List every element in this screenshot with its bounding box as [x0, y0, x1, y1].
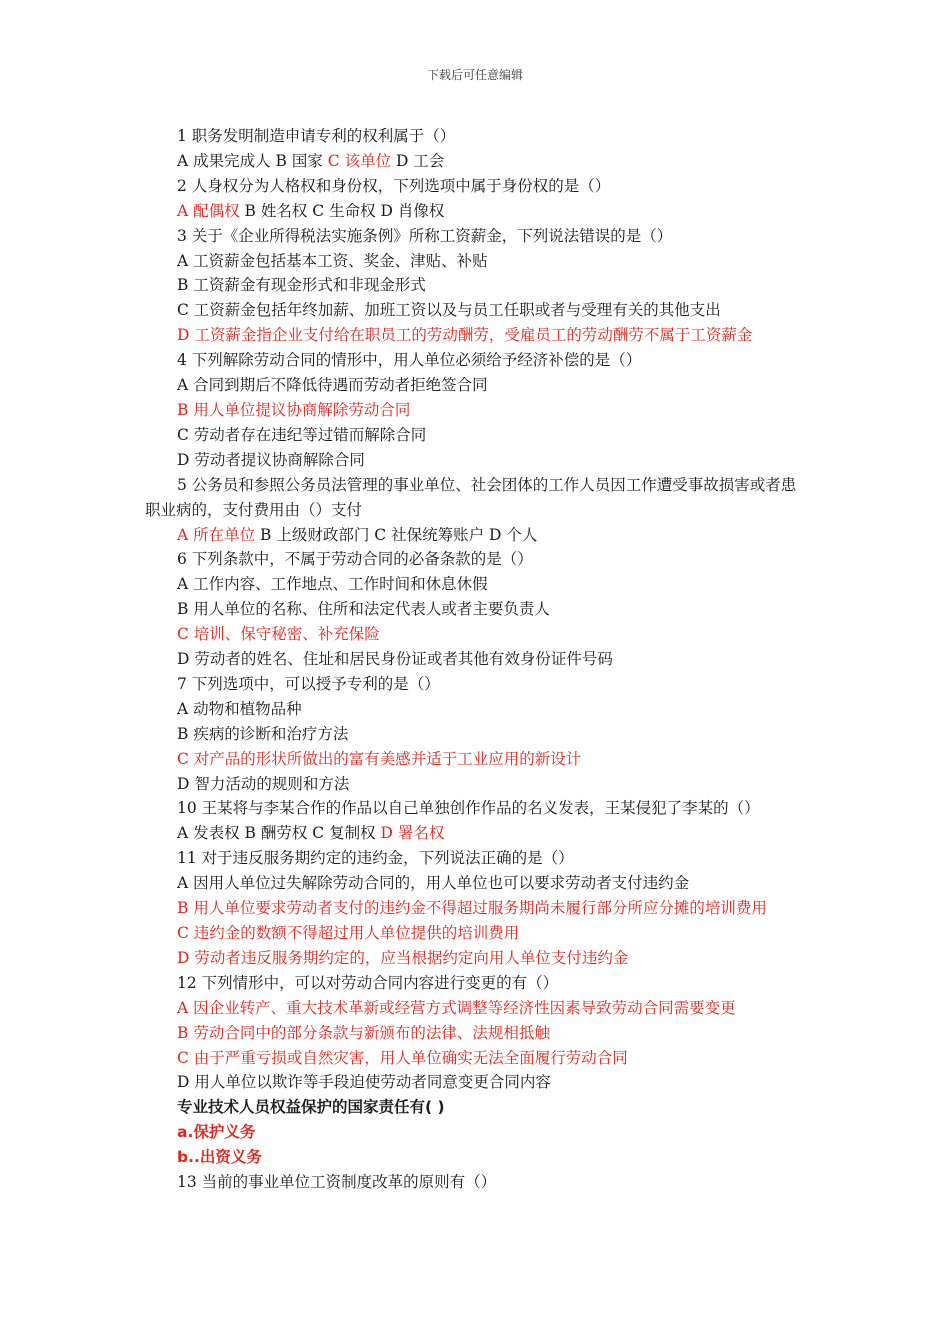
- line-text: B 用人单位的名称、住所和法定代表人或者主要负责人: [177, 600, 550, 619]
- text-line: [145, 373, 810, 398]
- text-line: [145, 1095, 810, 1120]
- line-text: A 因用人单位过失解除劳动合同的，用人单位也可以要求劳动者支付违约金: [177, 874, 690, 893]
- text-line: [145, 772, 810, 797]
- answer-text: A 因企业转产、重大技术革新或经营方式调整等经济性因素导致劳动合同需要变更: [177, 998, 736, 1017]
- line-text: 7 下列选项中，可以授予专利的是（）: [177, 674, 440, 693]
- line-text: D 劳动者提议协商解除合同: [177, 450, 365, 469]
- text-line: [145, 971, 810, 996]
- text-line: [145, 921, 810, 946]
- text-line: [145, 672, 810, 697]
- answer-text: B 用人单位提议协商解除劳动合同: [177, 400, 411, 419]
- text-line: [145, 871, 810, 896]
- line-text: D 智力活动的规则和方法: [177, 774, 350, 793]
- text-line: [145, 1120, 810, 1145]
- text-line: [145, 448, 810, 473]
- line-text: 1 职务发明制造申请专利的权利属于（）: [177, 127, 456, 145]
- line-text: 11 对于违反服务期约定的违约金，下列说法正确的是（）: [177, 849, 574, 868]
- line-text: C 工资薪金包括年终加薪、加班工资以及与员工任职或者与受理有关的其他支出: [177, 301, 721, 320]
- answer-text: C 由于严重亏损或自然灾害，用人单位确实无法全面履行劳动合同: [177, 1048, 628, 1067]
- text-line: [145, 224, 810, 249]
- text-line: [145, 423, 810, 448]
- text-line: [145, 1046, 810, 1071]
- line-text: D 工会: [391, 151, 445, 170]
- line-text: 2 人身权分为人格权和身份权，下列选项中属于身份权的是（）: [177, 176, 611, 195]
- answer-text: a.保护义务: [177, 1123, 256, 1142]
- text-line: [145, 298, 810, 323]
- answer-text: D 工资薪金指企业支付给在职员工的劳动酬劳，受雇员工的劳动酬劳不属于工资薪金: [177, 326, 753, 345]
- line-text: A 成果完成人 B 国家: [177, 151, 328, 170]
- answer-text: A 所在单位: [177, 525, 256, 544]
- text-line: [145, 273, 810, 298]
- line-text: D 劳动者的姓名、住址和居民身份证或者其他有效身份证件号码: [177, 650, 613, 669]
- line-text: 5 公务员和参照公务员法管理的事业单位、社会团体的工作人员因工作遭受事故损害或者患职业病的，支付费用由（）支付: [145, 475, 797, 519]
- text-line: [145, 523, 810, 548]
- text-line: [145, 1145, 810, 1170]
- answer-text: D 署名权: [380, 824, 445, 843]
- answer-text: B 用人单位要求劳动者支付的违约金不得超过服务期尚未履行部分所应分摊的培训费用: [177, 899, 767, 918]
- line-text: 10 王某将与李某合作的作品以自己单独创作作品的名义发表，王某侵犯了李某的（）: [177, 799, 760, 818]
- line-text: B 上级财政部门 C 社保统筹账户 D 个人: [255, 525, 538, 544]
- answer-text: C 违约金的数额不得超过用人单位提供的培训费用: [177, 924, 520, 942]
- text-line: [145, 398, 810, 423]
- answer-text: D 劳动者违反服务期约定的，应当根据约定向用人单位支付违约金: [177, 948, 629, 967]
- answer-text: B 劳动合同中的部分条款与新颁布的法律、法规相抵触: [177, 1023, 550, 1042]
- text-line: [145, 996, 810, 1021]
- text-line: [145, 1070, 810, 1095]
- text-line: [145, 149, 810, 174]
- line-text: C 劳动者存在违纪等过错而解除合同: [177, 425, 427, 444]
- line-text: A 动物和植物品种: [177, 699, 302, 718]
- text-line: [145, 697, 810, 722]
- line-text: 13 当前的事业单位工资制度改革的原则有（）: [177, 1173, 497, 1192]
- answer-text: A 配偶权: [177, 201, 240, 220]
- text-line: [145, 1021, 810, 1046]
- text-line: [145, 647, 810, 672]
- line-text: A 发表权 B 酬劳权 C 复制权: [177, 824, 381, 843]
- line-text: A 工作内容、工作地点、工作时间和休息休假: [177, 575, 488, 594]
- text-line: [145, 572, 810, 597]
- answer-text: b..出资义务: [177, 1148, 262, 1167]
- text-line: [145, 547, 810, 572]
- text-line: [145, 722, 810, 747]
- line-text: A 合同到期后不降低待遇而劳动者拒绝签合同: [177, 376, 488, 395]
- text-line: [145, 199, 810, 224]
- text-line: [145, 747, 810, 772]
- line-text: 12 下列情形中，可以对劳动合同内容进行变更的有（）: [177, 973, 559, 992]
- text-line: [145, 796, 810, 821]
- line-text: 专业技术人员权益保护的国家责任有( ): [177, 1098, 445, 1117]
- text-line: [145, 473, 810, 523]
- line-text: D 用人单位以欺诈等手段迫使劳动者同意变更合同内容: [177, 1073, 551, 1092]
- line-text: B 姓名权 C 生命权 D 肖像权: [239, 201, 445, 220]
- text-line: [145, 896, 810, 921]
- answer-text: C 该单位: [327, 151, 392, 170]
- answer-text: C 培训、保守秘密、补充保险: [177, 625, 380, 644]
- page-header: 下载后可任意编辑: [426, 68, 523, 82]
- line-text: 6 下列条款中，不属于劳动合同的必备条款的是（）: [177, 550, 533, 569]
- text-line: [145, 622, 810, 647]
- text-line: [145, 1170, 810, 1195]
- text-line: [145, 323, 810, 348]
- line-text: 4 下列解除劳动合同的情形中，用人单位必须给予经济补偿的是（）: [177, 351, 642, 370]
- line-text: B 疾病的诊断和治疗方法: [177, 724, 349, 743]
- text-line: [145, 846, 810, 871]
- text-line: [145, 821, 810, 846]
- text-line: [145, 249, 810, 274]
- answer-text: C 对产品的形状所做出的富有美感并适于工业应用的新设计: [177, 749, 582, 768]
- text-line: [145, 348, 810, 373]
- line-text: B 工资薪金有现金形式和非现金形式: [177, 276, 426, 295]
- text-line: [145, 946, 810, 971]
- line-text: A 工资薪金包括基本工资、奖金、津贴、补贴: [177, 251, 488, 270]
- text-line: [145, 597, 810, 622]
- text-line: [145, 174, 810, 199]
- text-line: [145, 124, 810, 149]
- document-body: [145, 124, 810, 1195]
- line-text: 3 关于《企业所得税法实施条例》所称工资薪金，下列说法错误的是（）: [177, 226, 673, 245]
